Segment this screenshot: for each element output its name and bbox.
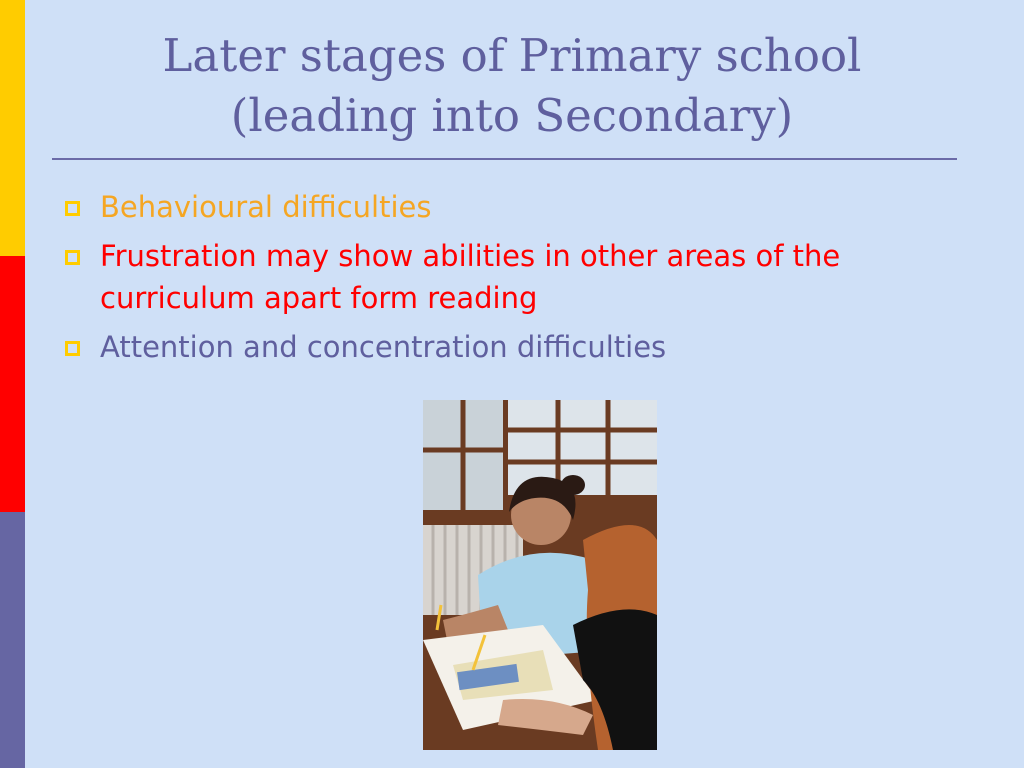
bullet-text: Frustration may show abilities in other areas of the curriculum apart form reading [100,239,841,315]
side-bar-yellow [0,0,25,256]
square-bullet-icon [65,250,80,265]
bullet-text: Behavioural difficulties [100,190,432,224]
bullet-list [62,186,962,375]
side-bar-red [0,256,25,512]
bullet-text: Attention and concentration difficulties [100,330,667,364]
slide-title [40,26,984,146]
bullet-item [62,326,962,368]
bullet-item [62,235,962,319]
slide-title-line-2: (leading into Secondary) [230,89,794,142]
students-writing-photo [423,400,657,750]
bullet-item [62,186,962,228]
square-bullet-icon [65,341,80,356]
slide-title-line-1: Later stages of Primary school [162,29,862,82]
square-bullet-icon [65,201,80,216]
side-bar-purple [0,512,25,768]
title-divider [52,158,957,160]
